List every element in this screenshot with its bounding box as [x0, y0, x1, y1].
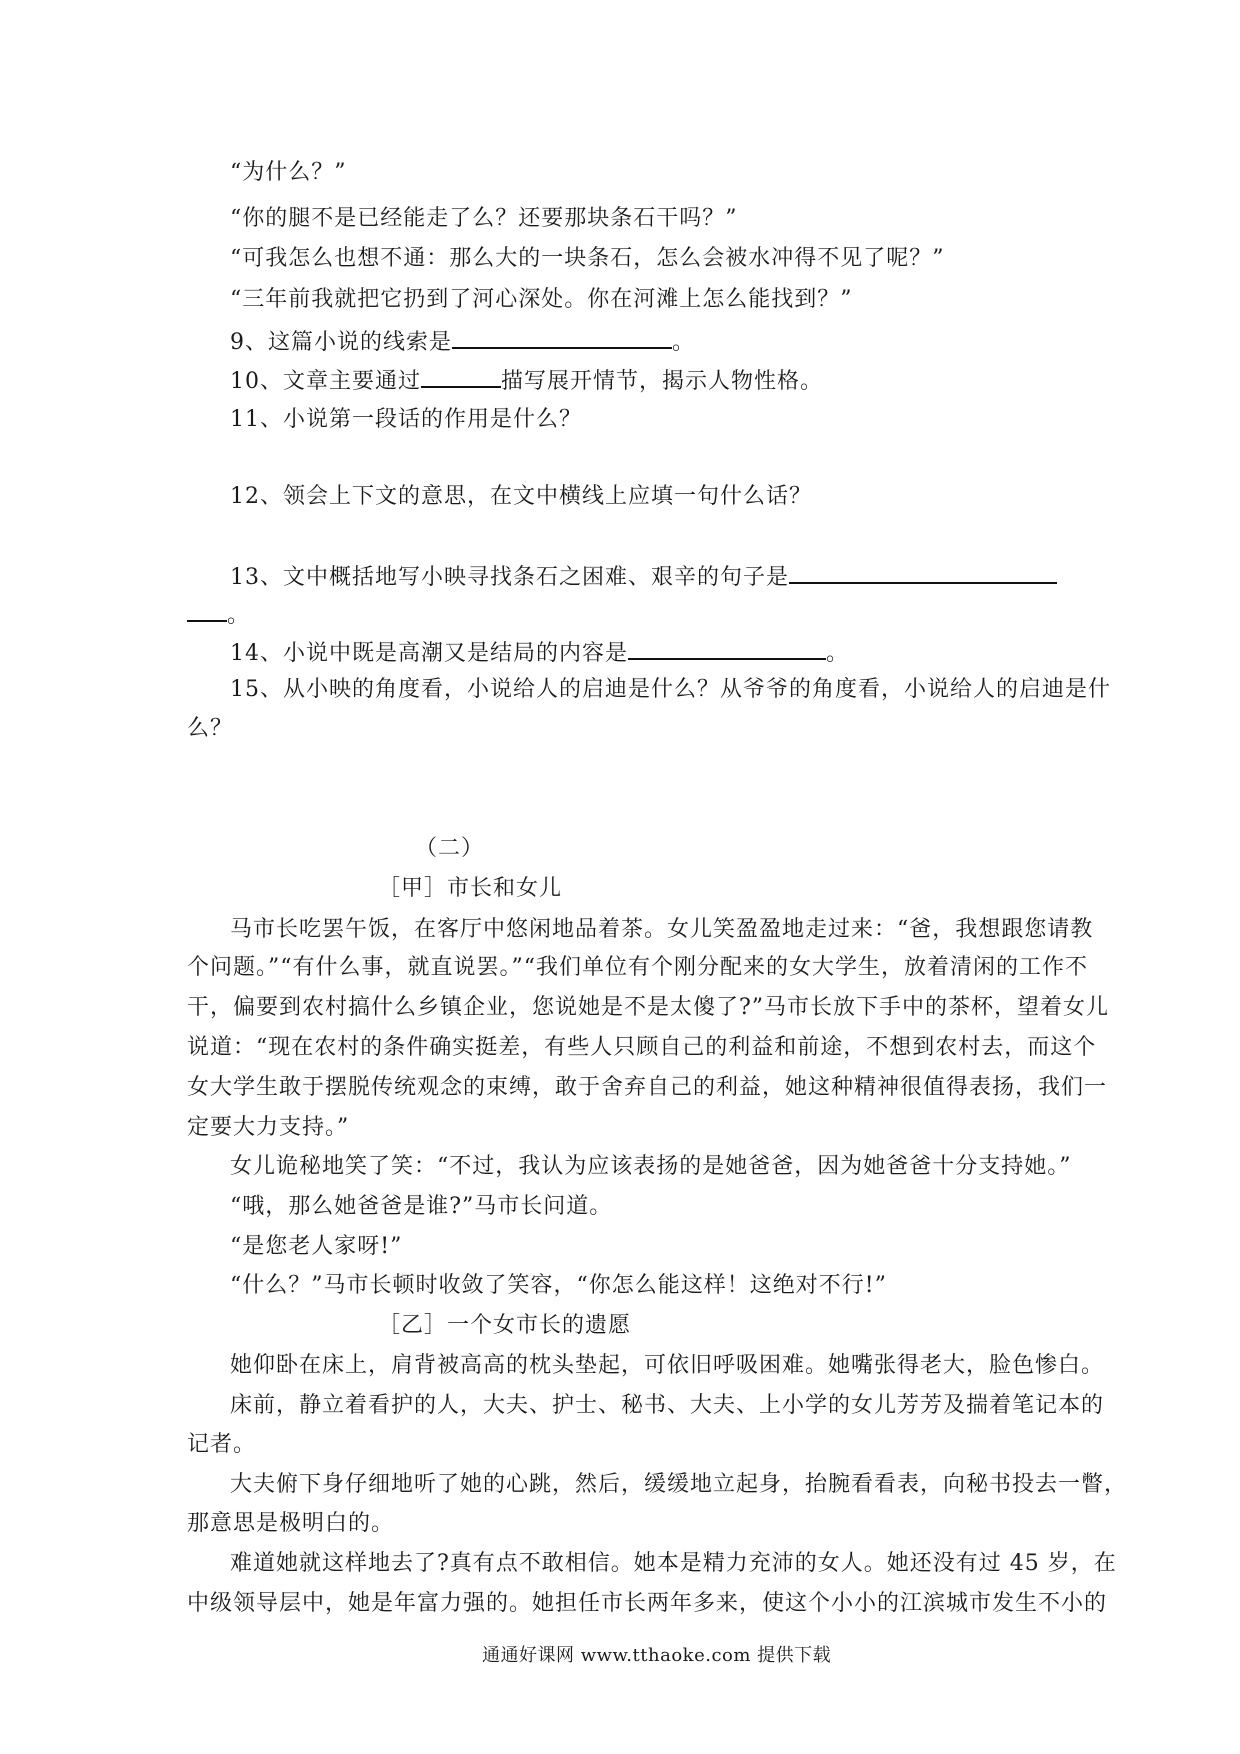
dialogue-line: “你的腿不是已经能走了么？还要那块条石干吗？” — [230, 206, 738, 231]
body-text-line: 马市长吃罢午饭，在客厅中悠闲地品着茶。女儿笑盈盈地走过来：“爸，我想跟您请教 — [230, 917, 1094, 942]
question-15: 15、从小映的角度看，小说给人的启迪是什么？从爷爷的角度看，小说给人的启迪是什 — [230, 677, 1111, 702]
body-text-line: “哦，那么她爸爸是谁?”马市长问道。 — [230, 1194, 613, 1219]
question-9-end: 。 — [672, 330, 696, 355]
question-14-text: 14、小说中既是高潮又是结局的内容是 — [230, 641, 628, 666]
page-footer: 通通好课网 www.tthaoke.com 提供下载 — [482, 1645, 832, 1666]
answer-blank[interactable] — [187, 598, 227, 622]
question-13-cont — [187, 598, 250, 631]
body-text-line: 她仰卧在床上，肩背被高高的枕头垫起，可依旧呼吸困难。她嘴张得老大，脸色惨白。 — [230, 1353, 1105, 1378]
dialogue-line: “可我怎么也想不通：那么大的一块条石，怎么会被水冲得不见了呢？” — [230, 246, 945, 271]
body-text-line: 记者。 — [187, 1432, 257, 1457]
question-13-end: 。 — [227, 603, 251, 628]
question-14-end: 。 — [826, 641, 850, 666]
body-text-line: 女儿诡秘地笑了笑：“不过，我认为应该表扬的是她爸爸，因为她爸爸十分支持她。” — [230, 1154, 1072, 1179]
body-text-line: 个问题。”“有什么事，就直说罢。”“我们单位有个刚分配来的女大学生，放着清闲的工作不 — [187, 955, 1088, 980]
answer-blank[interactable] — [452, 325, 672, 349]
section-title-b: ［乙］一个女市长的遗愿 — [378, 1313, 632, 1338]
answer-blank[interactable] — [789, 560, 1057, 584]
answer-blank[interactable] — [421, 364, 501, 388]
body-text-line: “是您老人家呀!” — [230, 1234, 403, 1259]
question-15-cont: 么？ — [187, 716, 234, 741]
body-text-line: 大夫俯下身仔细地听了她的心跳，然后，缓缓地立起身，抬腕看看表，向秘书投去一瞥， — [230, 1472, 1128, 1497]
body-text-line: 那意思是极明白的。 — [187, 1511, 395, 1536]
dialogue-line: “三年前我就把它扔到了河心深处。你在河滩上怎么能找到？” — [230, 287, 853, 312]
section-title-a: ［甲］市长和女儿 — [378, 876, 563, 901]
body-text-line: 干，偏要到农村搞什么乡镇企业，您说她是不是太傻了?”马市长放下手中的茶杯，望着女儿 — [187, 995, 1110, 1020]
body-text-line: 中级领导层中，她是年富力强的。她担任市长两年多来，使这个小小的江滨城市发生不小的 — [187, 1591, 1108, 1616]
body-text-line: 难道她就这样地去了?真有点不敢相信。她本是精力充沛的女人。她还没有过 45 岁，在 — [230, 1551, 1117, 1576]
question-9-text: 9、这篇小说的线索是 — [230, 330, 452, 355]
body-text-line: 床前，静立着看护的人，大夫、护士、秘书、大夫、上小学的女儿芳芳及揣着笔记本的 — [230, 1393, 1105, 1418]
question-10 — [230, 364, 823, 397]
question-9 — [230, 325, 695, 358]
body-text-line: 定要大力支持。” — [187, 1115, 350, 1140]
question-13-text: 13、文中概括地写小映寻找条石之困难、艰辛的句子是 — [230, 565, 789, 590]
question-12: 12、领会上下文的意思，在文中横线上应填一句什么话？ — [230, 484, 812, 509]
question-13 — [230, 560, 1057, 593]
question-14 — [230, 636, 849, 669]
body-text-line: “什么？”马市长顿时收敛了笑容，“你怎么能这样！这绝对不行!” — [230, 1273, 887, 1298]
question-10-end: 描写展开情节，揭示人物性格。 — [501, 369, 824, 394]
dialogue-line: “为什么？” — [230, 160, 347, 185]
question-10-text: 10、文章主要通过 — [230, 369, 421, 394]
body-text-line: 女大学生敢于摆脱传统观念的束缚，敢于舍弃自己的利益，她这种精神很值得表扬，我们一 — [187, 1075, 1108, 1100]
body-text-line: 说道：“现在农村的条件确实挺差，有些人只顾自己的利益和前途，不想到农村去，而这个 — [187, 1035, 1097, 1060]
answer-blank[interactable] — [628, 636, 826, 660]
section-number: （二） — [415, 836, 485, 861]
question-11: 11、小说第一段话的作用是什么？ — [230, 407, 582, 432]
